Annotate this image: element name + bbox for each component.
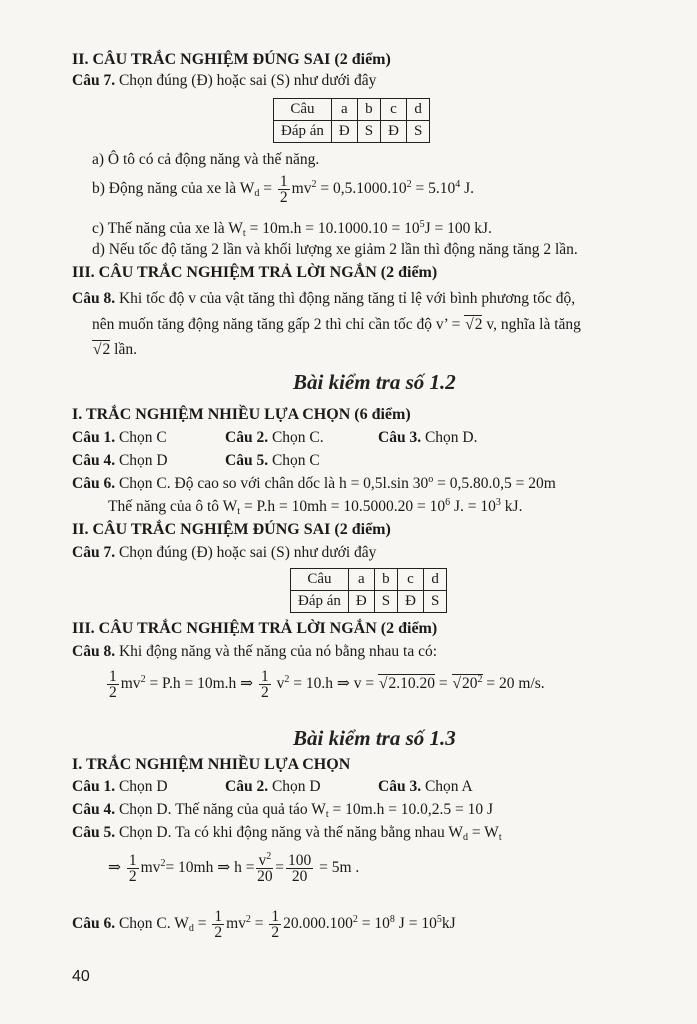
answer-6: Câu 6. Chọn C. Độ cao so với chân dốc là h = 0,5l.sin $30^o = 0,5.80.0,5 = 20m$ (72, 474, 556, 492)
section-heading: II. CÂU TRẮC NGHIỆM ĐÚNG SAI (2 điểm) (72, 51, 391, 68)
answer-4: Câu 4. Chọn D. Thế năng của quả táo $W_t = 10m.h = 10.0,2.5 = 10$ J (72, 801, 494, 820)
question-8-line3: √ 2 lần. (92, 340, 137, 360)
answer-table (290, 568, 447, 613)
answer-row: Câu 2. Chọn C. (225, 429, 324, 446)
answer-6: Câu 6. Chọn C. $W_d$ = $\frac{1}{2}$ $mv^2$ = $\frac{1}{2}$ $20.000.100^2 = 10^8$ $J = 10^5kJ$ (72, 907, 456, 941)
question-7: Câu 7. Chọn đúng (Đ) hoặc sai (S) như dưới đây (72, 544, 377, 561)
question-8-line2: nên muốn tăng động năng tăng gấp 2 thì chỉ cần tốc độ v’ = √ 2 v, nghĩa là tăng (92, 315, 581, 335)
answer-d: d) Nếu tốc độ tăng 2 lần và khối lượng xe giảm 2 lần thì động năng tăng 2 lần. (92, 241, 578, 258)
answer-5-equation: ⇒ $\frac{1}{2}$ $mv^2= 10mh$ ⇒ h = $\frac{v^2}{20}$ = $\frac{100}{20}$ = 5m . (108, 850, 360, 885)
section-heading: III. CÂU TRẮC NGHIỆM TRẢ LỜI NGẮN (2 điểm) (72, 620, 438, 637)
test-title: Bài kiểm tra số 1.2 (293, 370, 456, 394)
answer-row: Câu 3. Chọn A (378, 778, 473, 795)
answer-a: a) Ô tô có cả động năng và thế năng. (92, 151, 320, 168)
fraction: $\frac{1}{2}$ (279, 173, 288, 206)
answer-row: Câu 5. Chọn C (225, 452, 320, 469)
test-title: Bài kiểm tra số 1.3 (293, 726, 456, 750)
answer-6-line2: Thế năng của ô tô $W_t = P.h = 10mh = 10.5000.20 = 10^6$ J. = $10^3$ kJ. (108, 497, 523, 517)
section-heading: I. TRẮC NGHIỆM NHIỀU LỰA CHỌN (72, 756, 351, 773)
answer-5: Câu 5. Chọn D. Ta có khi động năng và thế năng bằng nhau $W_d = W_t$ (72, 824, 502, 843)
answer-table-header: Câu a b c d (291, 569, 447, 591)
answer-table-row: Đáp án Đ S Đ S (291, 591, 447, 613)
answer-table-header: Câu a b c d (274, 99, 430, 121)
answer-row: Câu 1. Chọn D (72, 778, 168, 795)
question-8: Câu 8. Khi tốc độ v của vật tăng thì động năng tăng tỉ lệ với bình phương tốc độ, (72, 290, 576, 307)
answer-b: b) Động năng của xe là $W_d$ = $\frac{1}{2}$ $mv^2 = 0,5.1000.10^2 = 5.10^4$ J. (92, 173, 475, 206)
section-heading: III. CÂU TRẮC NGHIỆM TRẢ LỜI NGẮN (2 điểm) (72, 264, 438, 281)
equation: $\frac{1}{2}$ $mv^2 = P.h = 10m.h$ ⇒ $\frac{1}{2}$ $v^2 = 10.h$ ⇒ v = √ 2.10.20 = √ $20^2 = 20$ m/s. (105, 666, 545, 702)
question-7: Câu 7. Chọn đúng (Đ) hoặc sai (S) như dưới đây (72, 72, 377, 89)
question-8: Câu 8. Khi động năng và thế năng của nó bằng nhau ta có: (72, 643, 438, 660)
section-heading: I. TRẮC NGHIỆM NHIỀU LỰA CHỌN (6 điểm) (72, 406, 411, 423)
answer-c: c) Thế năng của xe là $W_t = 10m.h = 10.1000.10 = 10^5J = 100$ kJ. (92, 219, 492, 239)
answer-row: Câu 4. Chọn D (72, 452, 168, 469)
answer-row: Câu 1. Chọn C (72, 429, 167, 446)
answer-row: Câu 2. Chọn D (225, 778, 321, 795)
page-number: 40 (72, 968, 90, 985)
section-heading: II. CÂU TRẮC NGHIỆM ĐÚNG SAI (2 điểm) (72, 521, 391, 538)
answer-row: Câu 3. Chọn D. (378, 429, 478, 446)
answer-table (273, 98, 430, 143)
answer-table-row: Đáp án Đ S Đ S (274, 121, 430, 143)
